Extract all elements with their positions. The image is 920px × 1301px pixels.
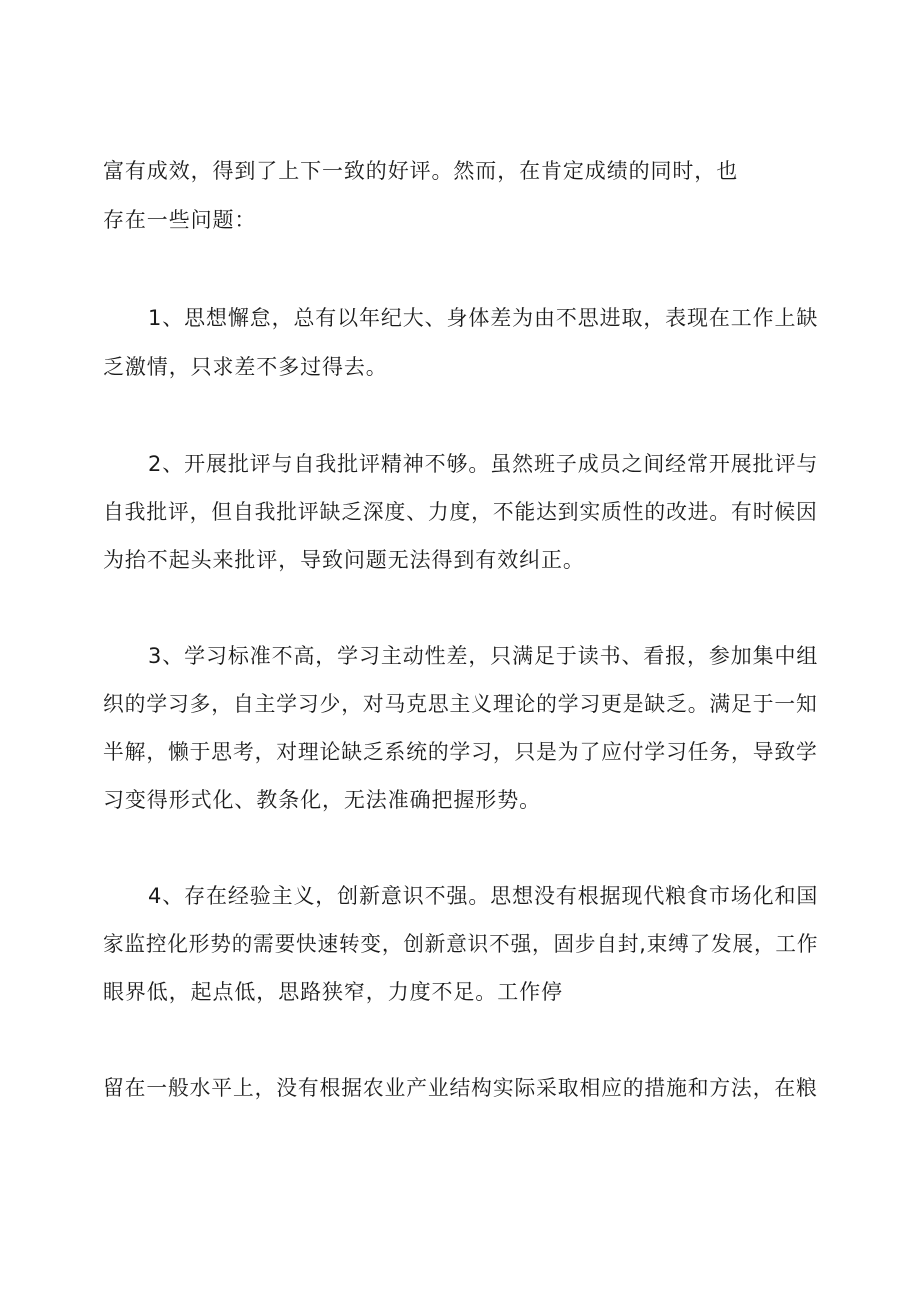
- item-2-line-1: 2、开展批评与自我批评精神不够。虽然班子成员之间经常开展批评与: [148, 452, 819, 476]
- item-3-line-4: 习变得形式化、教条化，无法准确把握形势。: [103, 788, 541, 812]
- item-4-line-3: 眼界低，起点低，思路狭窄，力度不足。工作停: [103, 980, 563, 1004]
- item-3-line-2: 织的学习多，自主学习少，对马克思主义理论的学习更是缺乏。满足于一知: [103, 692, 818, 716]
- item-1-line-2: 乏激情，只求差不多过得去。: [103, 355, 388, 379]
- item-2-line-3: 为抬不起头来批评，导致问题无法得到有效纠正。: [103, 548, 585, 572]
- item-4-line-1: 4、存在经验主义，创新意识不强。思想没有根据现代粮食市场化和国: [148, 884, 819, 908]
- intro-line-1: 富有成效，得到了上下一致的好评。然而，在肯定成绩的同时，也: [103, 159, 739, 183]
- item-4-line-2: 家监控化形势的需要快速转变，创新意识不强，固步自封,束缚了发展，工作: [103, 932, 819, 956]
- item-3-line-3: 半解，懒于思考，对理论缺乏系统的学习，只是为了应付学习任务，导致学: [103, 740, 818, 764]
- item-1-line-1: 1、思想懈怠，总有以年纪大、身体差为由不思进取，表现在工作上缺: [148, 306, 819, 330]
- continuation-line-1: 留在一般水平上，没有根据农业产业结构实际采取相应的措施和方法，在粮: [103, 1076, 818, 1100]
- item-3-line-1: 3、学习标准不高，学习主动性差，只满足于读书、看报，参加集中组: [148, 644, 819, 668]
- intro-line-2: 存在一些问题：: [103, 208, 257, 232]
- item-2-line-2: 自我批评，但自我批评缺乏深度、力度，不能达到实质性的改进。有时候因: [103, 500, 818, 524]
